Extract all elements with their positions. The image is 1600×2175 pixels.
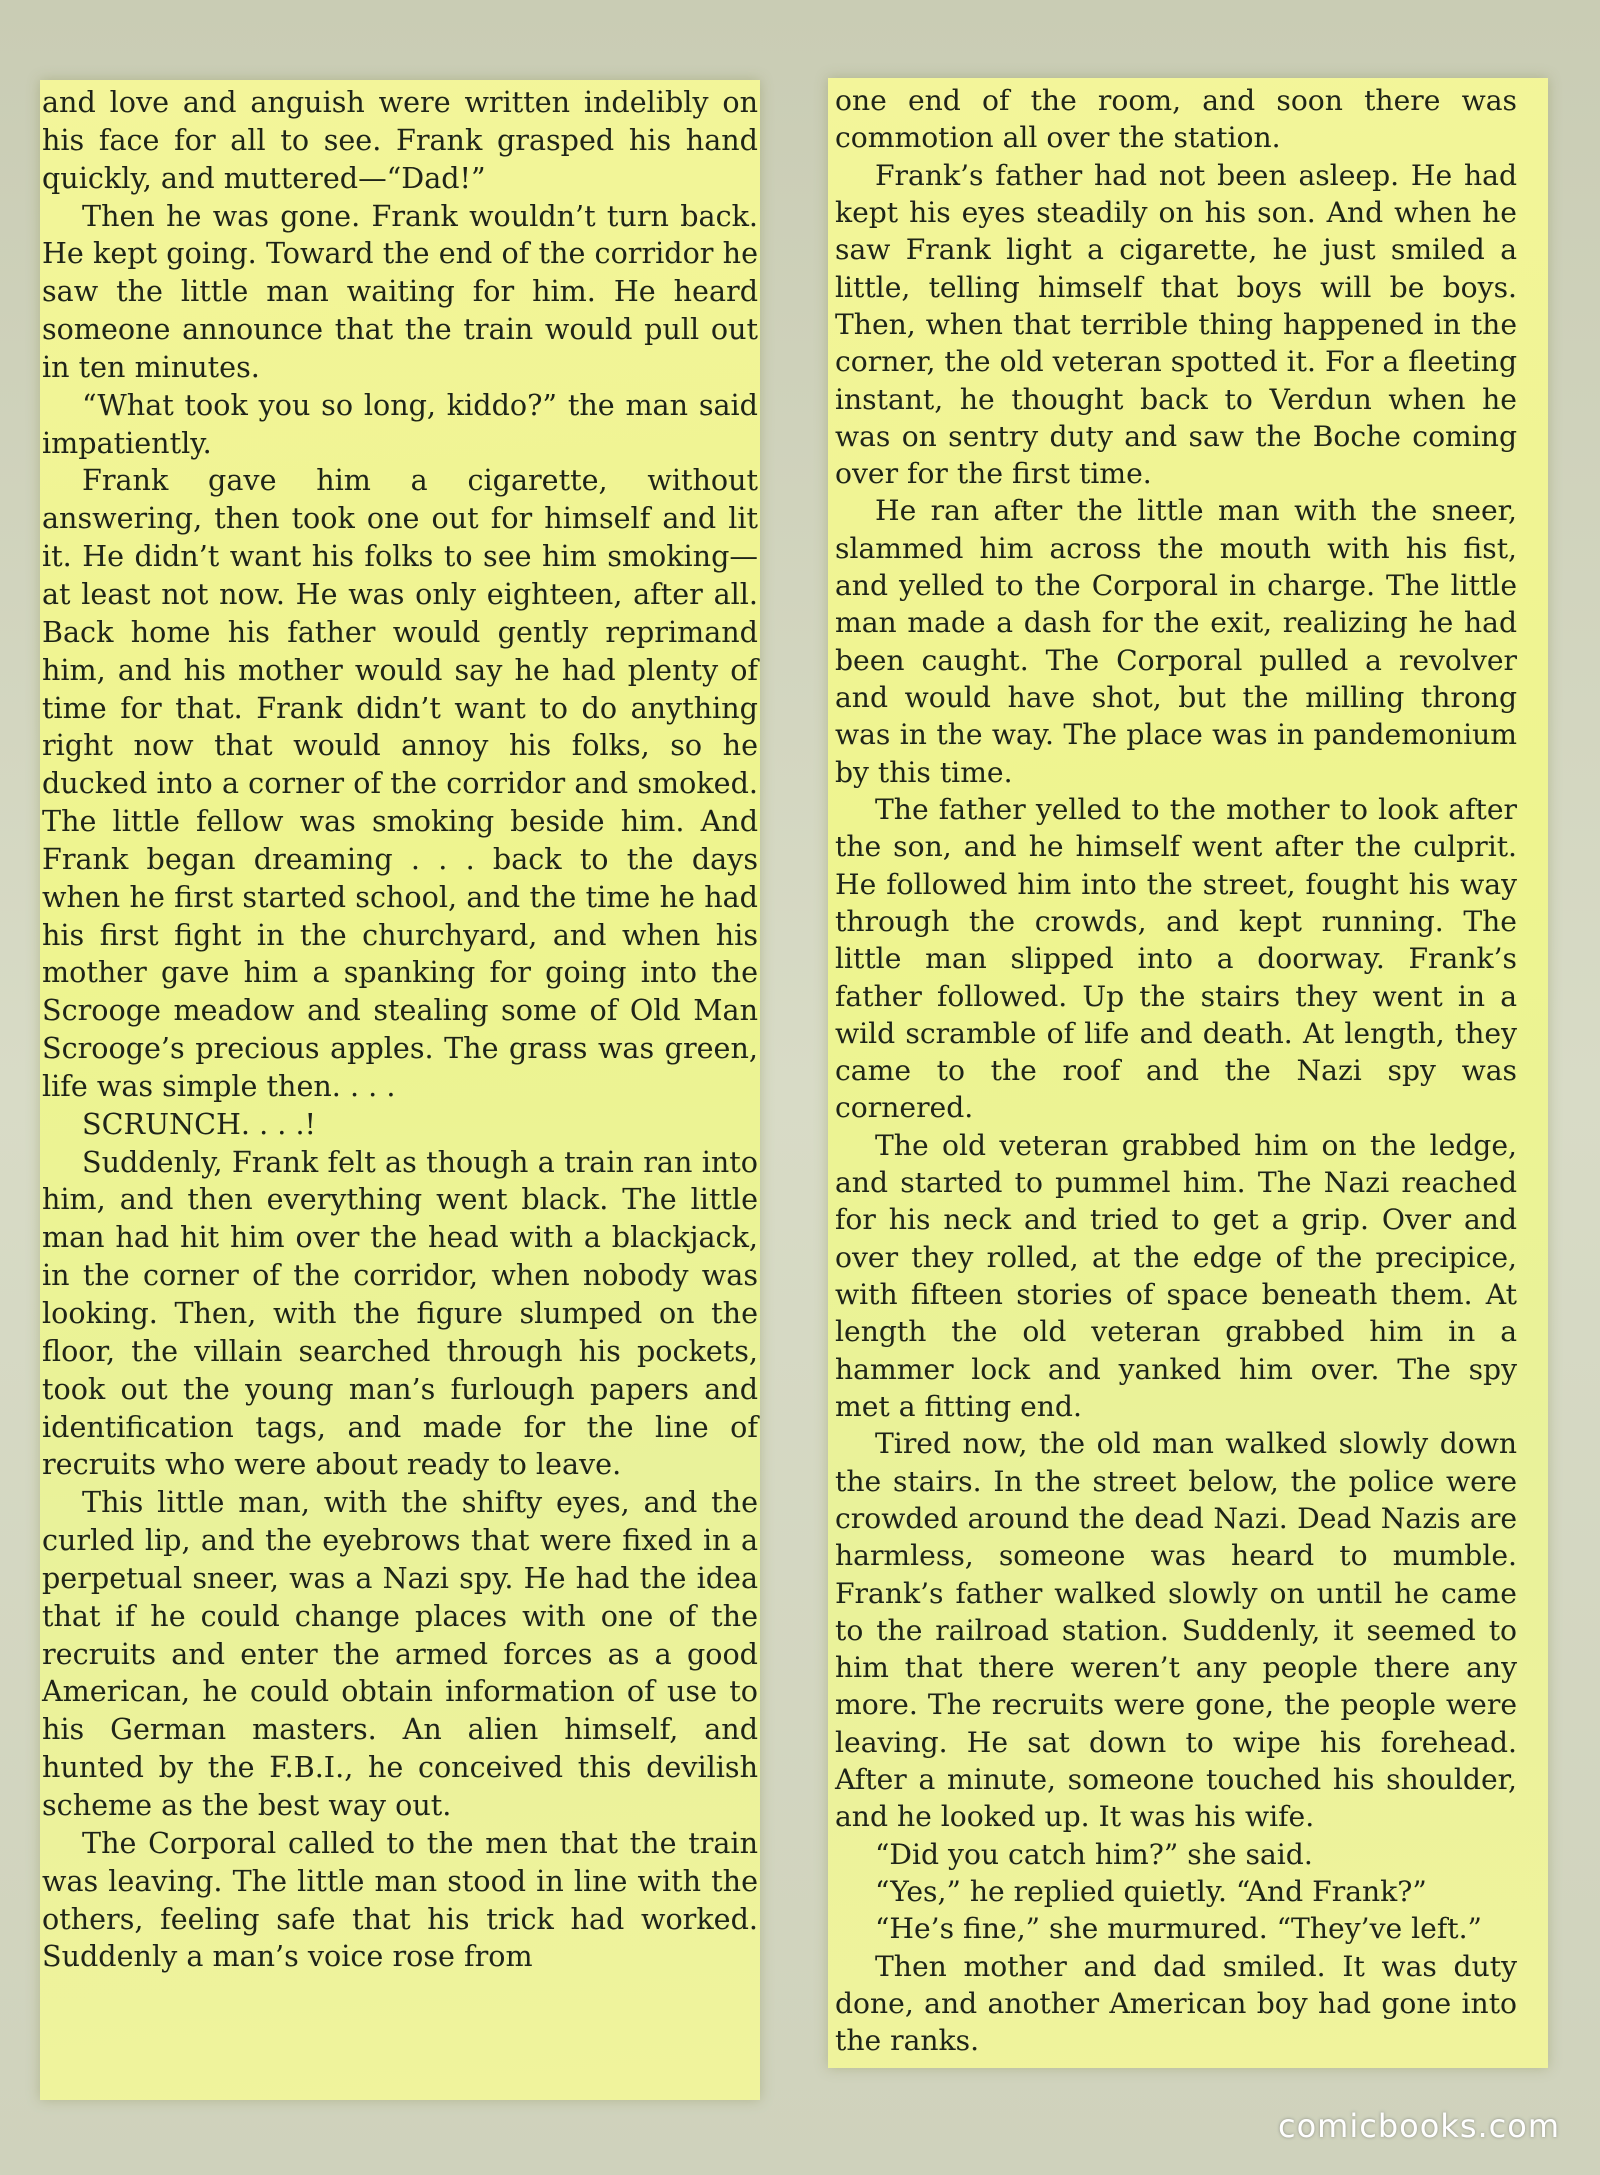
dialogue-line: “Yes,” he replied quietly. “And Frank?” [875, 1875, 1427, 1908]
paragraph: Tired now, the old man walked slowly down the stairs. In the street below, the police were crowded around the dead Nazi. Dead Nazis are harmless, someone was heard to mumble. Frank’s father walked slowly on until he came to the railroad station. Suddenly, it seemed to him that there weren’t any people there any more. The recruits were gone, the people were leaving. He sat down to wipe his forehead. After a minute, someone touched his shoulder, and he looked up. It was his wife. [835, 1427, 1517, 1834]
paragraph: The Corporal called to the men that the train was leaving. The little man stood in line with the others, feeling safe that his trick had worked. Suddenly a man’s voice rose from [42, 1825, 758, 1974]
paragraph: This little man, with the shifty eyes, and the curled lip, and the eyebrows that were fixed in a perpetual sneer, was a Nazi spy. He had the idea that if he could change places with one of the recruits and enter the armed forces as a good American, he could obtain information of use to his German masters. An alien himself, and hunted by the F.B.I., he conceived this devilish scheme as the best way out. [42, 1485, 758, 1822]
left-column [42, 84, 758, 1976]
paragraph: The father yelled to the mother to look after the son, and he himself went after the culprit. He followed him into the street, fought his way through the crowds, and kept running. The little man slipped into a doorway. Frank’s father followed. Up the stairs they went in a wild scramble of life and death. At length, they came to the roof and the Nazi spy was cornered. [835, 792, 1517, 1125]
dialogue-line: “Did you catch him?” she said. [875, 1837, 1313, 1871]
paragraph: one end of the room, and soon there was commotion all over the station. [835, 84, 1517, 155]
site-watermark: comicbooks.com [1277, 2107, 1560, 2145]
paragraph: Then he was gone. Frank wouldn’t turn back. He kept going. Toward the end of the corridor he saw the little man waiting for him. He heard someone announce that the train would pull out in ten minutes. [42, 198, 758, 384]
paragraph: He ran after the little man with the sneer, slammed him across the mouth with his fist, and yelled to the Corporal in charge. The little man made a dash for the exit, realizing he had been caught. The Corporal pulled a revolver and would have shot, but the milling throng was in the way. The place was in pandemonium by this time. [835, 494, 1517, 789]
dialogue-line: “He’s fine,” she murmured. “They’ve left.” [875, 1912, 1482, 1946]
right-column [835, 82, 1517, 2060]
paragraph: and love and anguish were written indelibly on his face for all to see. Frank grasped his hand quickly, and muttered—“Dad!” [42, 85, 758, 195]
paragraph: “What took you so long, kiddo?” the man said impatiently. [42, 387, 758, 460]
paragraph: Frank’s father had not been asleep. He had kept his eyes steadily on his son. And when he saw Frank light a cigarette, he just smiled a little, telling himself that boys will be boys. Then, when that terrible thing happened in the corner, the old veteran spotted it. For a fleeting instant, he thought back to Verdun when he was on sentry duty and saw the Boche coming over for the first time. [835, 158, 1517, 491]
sound-effect-text: SCRUNCH. . . .! [82, 1106, 317, 1141]
paragraph: Frank gave him a cigarette, without answering, then took one out for himself and lit it. He didn’t want his folks to see him smoking—at least not now. He was only eighteen, after all. Back home his father would gently reprimand him, and his mother would say he had plenty of time for that. Frank didn’t want to do anything right now that would annoy his folks, so he ducked into a corner of the corridor and smoked. The little fellow was smoking beside him. And Frank began dreaming . . . back to the days when he first started school, and the time he had his first fight in the churchyard, and when his mother gave him a spanking for going into the Scrooge meadow and stealing some of Old Man Scrooge’s precious apples. The grass was green, life was simple then. . . . [42, 463, 758, 1103]
paragraph: Then mother and dad smiled. It was duty done, and another American boy had gone into the ranks. [835, 1949, 1517, 2058]
paragraph: The old veteran grabbed him on the ledge, and started to pummel him. The Nazi reached for his neck and tried to get a grip. Over and over they rolled, at the edge of the precipice, with fifteen stories of space beneath them. At length the old veteran grabbed him in a hammer lock and yanked him over. The spy met a fitting end. [835, 1128, 1517, 1423]
paragraph: Suddenly, Frank felt as though a train ran into him, and then everything went black. The little man had hit him over the head with a blackjack, in the corner of the corridor, when nobody was looking. Then, with the figure slumped on the floor, the villain searched through his pockets, took out the young man’s furlough papers and identification tags, and made for the line of recruits who were about ready to leave. [42, 1144, 758, 1482]
